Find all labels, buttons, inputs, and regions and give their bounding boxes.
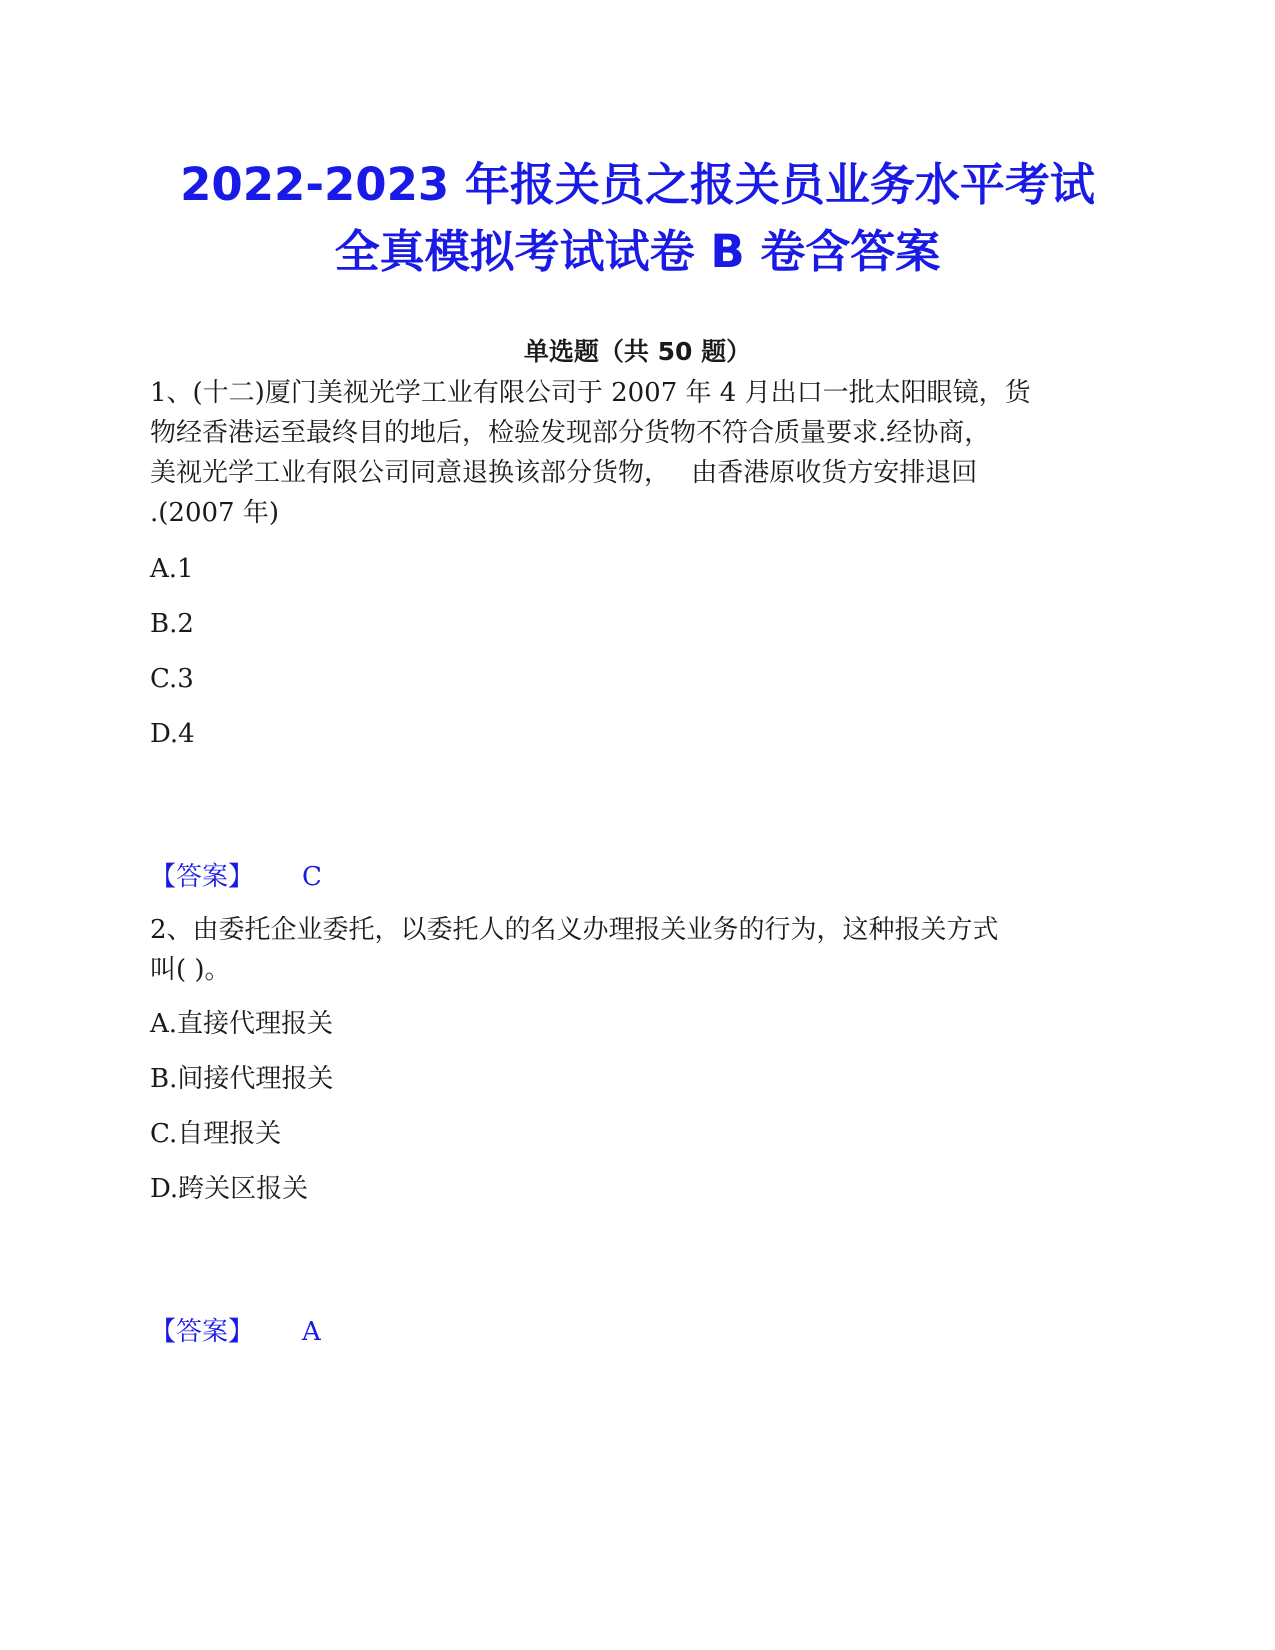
question-1-option-c: C.3	[150, 664, 194, 694]
question-2-answer	[150, 1315, 321, 1349]
question-2-option-b: B.间接代理报关	[150, 1064, 334, 1094]
question-1-answer	[150, 860, 322, 894]
question-2-line-2: 叫( )。	[150, 955, 231, 985]
section-header: 单选题（共 50 题）	[523, 337, 752, 366]
question-1-option-a: A.1	[150, 554, 194, 584]
question-1-option-d: D.4	[150, 719, 195, 749]
question-1-line-2: 物经香港运至最终目的地后，检验发现部分货物不符合质量要求.经协商，	[150, 418, 991, 448]
document-title-line-1: 2022-2023 年报关员之报关员业务水平考试	[180, 158, 1095, 211]
document-title-line-2: 全真模拟考试试卷 B 卷含答案	[334, 225, 941, 278]
question-2-option-c: C.自理报关	[150, 1119, 282, 1149]
question-1-line-3: 美视光学工业有限公司同意退换该部分货物， 由香港原收货方安排退回	[150, 458, 978, 488]
question-2-option-d: D.跨关区报关	[150, 1174, 309, 1204]
answer-value: A	[302, 1317, 321, 1347]
question-1-line-1: 1、(十二)厦门美视光学工业有限公司于 2007 年 4 月出口一批太阳眼镜，货	[150, 378, 1031, 408]
question-1-line-4: .(2007 年)	[150, 498, 279, 528]
answer-label: 【答案】	[150, 862, 255, 892]
question-1-option-b: B.2	[150, 609, 194, 639]
question-2-option-a: A.直接代理报关	[150, 1009, 334, 1039]
answer-value: C	[302, 862, 322, 892]
answer-label: 【答案】	[150, 1317, 255, 1347]
question-2-line-1: 2、由委托企业委托，以委托人的名义办理报关业务的行为，这种报关方式	[150, 915, 999, 945]
